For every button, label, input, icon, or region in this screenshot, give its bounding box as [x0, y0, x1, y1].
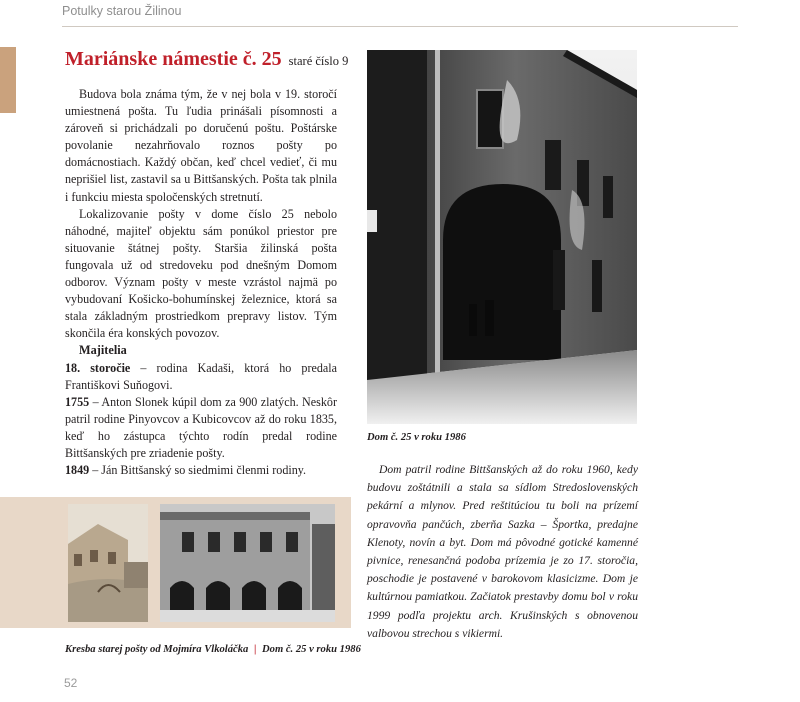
- photo-caption: Dom č. 25 v roku 1986: [367, 432, 466, 443]
- house-photo-1986: [367, 50, 637, 424]
- owners-heading: Majitelia: [79, 343, 127, 358]
- page-title: [65, 48, 348, 71]
- running-head: Potulky starou Žilinou: [62, 4, 182, 18]
- owner-entry: [65, 360, 337, 394]
- header-divider: [62, 26, 738, 27]
- caption-drawing: Kresba starej pošty od Mojmíra Vlkoláčka: [65, 644, 249, 655]
- owner-text: – rodina Kadaši, ktorá ho predala Františkovi Suňogovi.: [65, 360, 337, 392]
- owner-year: 1755: [65, 394, 90, 409]
- owner-entry: [65, 394, 337, 462]
- title-subtitle: staré číslo 9: [288, 54, 349, 68]
- history-paragraph: Dom patril rodine Bittšanských až do roku 1960, kedy budovu zoštátnili a stala sa sídlom Stredoslovenských pekární a mlynov. Pred reštitúciou tu boli na prízemí opravovňa pančúch, zberňa Sazka – Športka, predajne Klenoty, novín a byt. Dom má pôvodné gotické kamenné pivnice, renesančná podoba prízemia je zo 17. storočia, poschodie je postavené v barokovom klasicizme. Dom je kultúrnou pamiatkou. Začiatok prestavby domu bol v roku 1999 podľa projektu arch. Krušinských s obnovenou valbovou strechou s vikiermi.: [367, 463, 638, 640]
- body-paragraph-1: Budova bola známa tým, že v nej bola v 19. storočí umiestnená pošta. Tu ľudia prinášali písomnosti a zároveň si prichádzali po doručenú poštu. Poštárske povolanie nezahrňovalo roznos pošty po domácnostiach. Každý občan, keď chcel vedieť, či mu neprišiel list, zastavil sa u Bittšanských. Pošta tak plnila i funkciu miesta spoločenských stretnutí.: [65, 87, 337, 204]
- body-paragraph-2: Lokalizovanie pošty v dome číslo 25 nebolo náhodné, majiteľ objektu sám ponúkol priestor pre situovanie štátnej pošty. Staršia žilinská pošta fungovala už od stredoveku pod dnešným Domom odborov. Význam pošty v meste vzrástol najmä po vybudovaní Košicko-bohumínskej železnice, ktorá sa stala základným prostriedkom prepravy listov. Tým skončila éra konských povozov.: [65, 206, 337, 341]
- caption-photo: Dom č. 25 v roku 1986: [262, 644, 361, 655]
- title-main: Mariánske námestie č. 25: [65, 48, 282, 70]
- owner-text: – Anton Slonek kúpil dom za 900 zlatých. Neskôr patril rodine Pinyovcov a Kubicovcov až do roku 1835, keď ho zástupca týchto rodín predal rodine Bittšanských pre zriadenie pošty.: [65, 394, 337, 460]
- owner-text: – Ján Bittšanský so siedmimi členmi rodiny.: [92, 463, 307, 478]
- house-photo-small: [160, 504, 335, 622]
- chapter-tab: [0, 47, 16, 113]
- left-column: [65, 86, 337, 479]
- page-number: 52: [64, 676, 78, 690]
- old-post-drawing: [68, 504, 148, 622]
- owner-entry: [65, 462, 337, 479]
- caption-separator: |: [254, 644, 257, 655]
- bottom-caption: [65, 644, 361, 655]
- owner-year: 1849: [65, 463, 90, 478]
- right-column: [367, 461, 638, 643]
- owner-year: 18. storočie: [65, 360, 131, 375]
